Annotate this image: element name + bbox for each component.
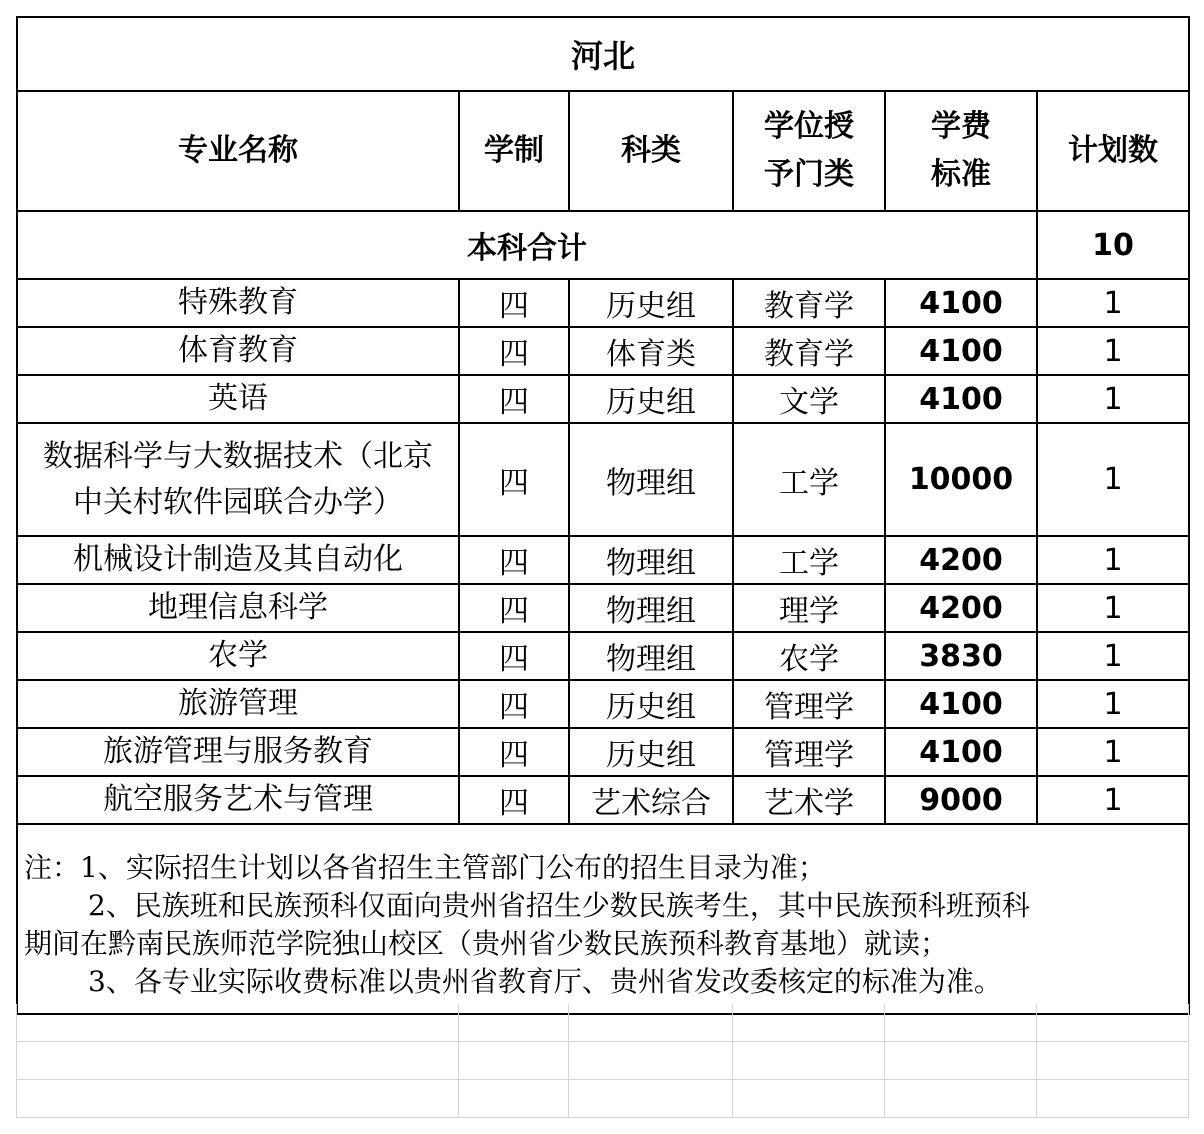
cell-major: 航空服务艺术与管理 (17, 776, 459, 824)
cell-duration: 四 (459, 584, 569, 632)
table-row (17, 375, 1189, 423)
cell-category: 历史组 (569, 279, 733, 327)
empty-cell[interactable] (885, 1004, 1037, 1042)
cell-fee: 10000 (885, 423, 1037, 536)
total-row (17, 211, 1189, 279)
header-fee-line2: 标准 (931, 157, 991, 192)
empty-cell[interactable] (885, 1080, 1037, 1118)
cell-major: 机械设计制造及其自动化 (17, 536, 459, 584)
header-degree (733, 91, 885, 211)
cell-plan: 1 (1037, 776, 1189, 824)
table-row (17, 632, 1189, 680)
table-row (17, 279, 1189, 327)
empty-cell[interactable] (733, 1080, 885, 1118)
cell-plan: 1 (1037, 375, 1189, 423)
cell-category: 物理组 (569, 423, 733, 536)
cell-fee: 4100 (885, 327, 1037, 375)
cell-duration: 四 (459, 327, 569, 375)
empty-cell[interactable] (1037, 1004, 1189, 1042)
empty-cell[interactable] (17, 1042, 459, 1080)
header-fee-line1: 学费 (931, 109, 991, 144)
note-line-2: 2、民族班和民族预科仅面向贵州省招生少数民族考生，其中民族预科班预科 (88, 889, 1030, 922)
note-line-1: 注：1、实际招生计划以各省招生主管部门公布的招生目录为准； (24, 851, 826, 884)
empty-cell[interactable] (733, 1042, 885, 1080)
cell-duration: 四 (459, 776, 569, 824)
note-line-3: 期间在黔南民族师范学院独山校区（贵州省少数民族预科教育基地）就读； (24, 927, 949, 960)
cell-plan: 1 (1037, 423, 1189, 536)
empty-cell[interactable] (459, 1080, 569, 1118)
cell-plan: 1 (1037, 536, 1189, 584)
empty-cell[interactable] (1037, 1042, 1189, 1080)
table-row (17, 776, 1189, 824)
cell-major: 体育教育 (17, 327, 459, 375)
cell-category: 物理组 (569, 632, 733, 680)
empty-grid-row (17, 1004, 1189, 1042)
header-degree-line2: 予门类 (764, 157, 854, 192)
cell-duration: 四 (459, 632, 569, 680)
total-label: 本科合计 (17, 211, 1037, 279)
table-title: 河北 (17, 17, 1189, 91)
notes-row (17, 824, 1189, 1014)
cell-major-line1: 数据科学与大数据技术（北京 (43, 438, 433, 474)
cell-category: 艺术综合 (569, 776, 733, 824)
empty-cell[interactable] (17, 1004, 459, 1042)
empty-cell[interactable] (569, 1004, 733, 1042)
header-fee (885, 91, 1037, 211)
header-plan: 计划数 (1037, 91, 1189, 211)
cell-duration: 四 (459, 680, 569, 728)
cell-duration: 四 (459, 423, 569, 536)
table-row (17, 327, 1189, 375)
empty-cell[interactable] (1037, 1080, 1189, 1118)
header-category: 科类 (569, 91, 733, 211)
empty-cell[interactable] (17, 1080, 459, 1118)
cell-category: 物理组 (569, 584, 733, 632)
note-line-4: 3、各专业实际收费标准以贵州省教育厅、贵州省发改委核定的标准为准。 (88, 965, 1002, 998)
empty-cell[interactable] (459, 1004, 569, 1042)
cell-category: 历史组 (569, 728, 733, 776)
cell-plan: 1 (1037, 680, 1189, 728)
cell-major: 农学 (17, 632, 459, 680)
cell-category: 体育类 (569, 327, 733, 375)
empty-cell[interactable] (733, 1004, 885, 1042)
empty-cell[interactable] (569, 1042, 733, 1080)
header-degree-line1: 学位授 (764, 109, 854, 144)
cell-fee: 4100 (885, 375, 1037, 423)
cell-major: 特殊教育 (17, 279, 459, 327)
header-row (17, 91, 1189, 211)
empty-spreadsheet-grid (16, 1004, 1189, 1118)
cell-fee: 4200 (885, 584, 1037, 632)
cell-degree: 农学 (733, 632, 885, 680)
cell-plan: 1 (1037, 279, 1189, 327)
cell-category: 历史组 (569, 375, 733, 423)
header-major: 专业名称 (17, 91, 459, 211)
empty-cell[interactable] (885, 1042, 1037, 1080)
cell-plan: 1 (1037, 632, 1189, 680)
empty-cell[interactable] (569, 1080, 733, 1118)
table-row (17, 423, 1189, 536)
cell-major (17, 423, 459, 536)
cell-fee: 4200 (885, 536, 1037, 584)
cell-plan: 1 (1037, 728, 1189, 776)
cell-degree: 理学 (733, 584, 885, 632)
cell-degree: 教育学 (733, 279, 885, 327)
cell-fee: 9000 (885, 776, 1037, 824)
cell-major: 旅游管理与服务教育 (17, 728, 459, 776)
table-row (17, 728, 1189, 776)
cell-duration: 四 (459, 536, 569, 584)
table-row (17, 680, 1189, 728)
table-row (17, 536, 1189, 584)
cell-fee: 4100 (885, 279, 1037, 327)
admission-plan-table (16, 16, 1190, 1015)
total-value: 10 (1037, 211, 1189, 279)
cell-category: 物理组 (569, 536, 733, 584)
cell-degree: 管理学 (733, 680, 885, 728)
cell-degree: 艺术学 (733, 776, 885, 824)
cell-duration: 四 (459, 279, 569, 327)
empty-grid-row (17, 1080, 1189, 1118)
cell-fee: 3830 (885, 632, 1037, 680)
cell-plan: 1 (1037, 584, 1189, 632)
cell-degree: 文学 (733, 375, 885, 423)
notes-cell (17, 824, 1189, 1014)
empty-grid-row (17, 1042, 1189, 1080)
cell-fee: 4100 (885, 728, 1037, 776)
header-duration: 学制 (459, 91, 569, 211)
cell-degree: 工学 (733, 536, 885, 584)
empty-cell[interactable] (459, 1042, 569, 1080)
cell-plan: 1 (1037, 327, 1189, 375)
cell-duration: 四 (459, 375, 569, 423)
cell-major: 英语 (17, 375, 459, 423)
cell-major: 旅游管理 (17, 680, 459, 728)
cell-degree: 管理学 (733, 728, 885, 776)
table-row (17, 584, 1189, 632)
cell-degree: 教育学 (733, 327, 885, 375)
cell-category: 历史组 (569, 680, 733, 728)
cell-degree: 工学 (733, 423, 885, 536)
cell-major: 地理信息科学 (17, 584, 459, 632)
cell-fee: 4100 (885, 680, 1037, 728)
cell-duration: 四 (459, 728, 569, 776)
cell-major-line2: 中关村软件园联合办学） (73, 484, 403, 520)
